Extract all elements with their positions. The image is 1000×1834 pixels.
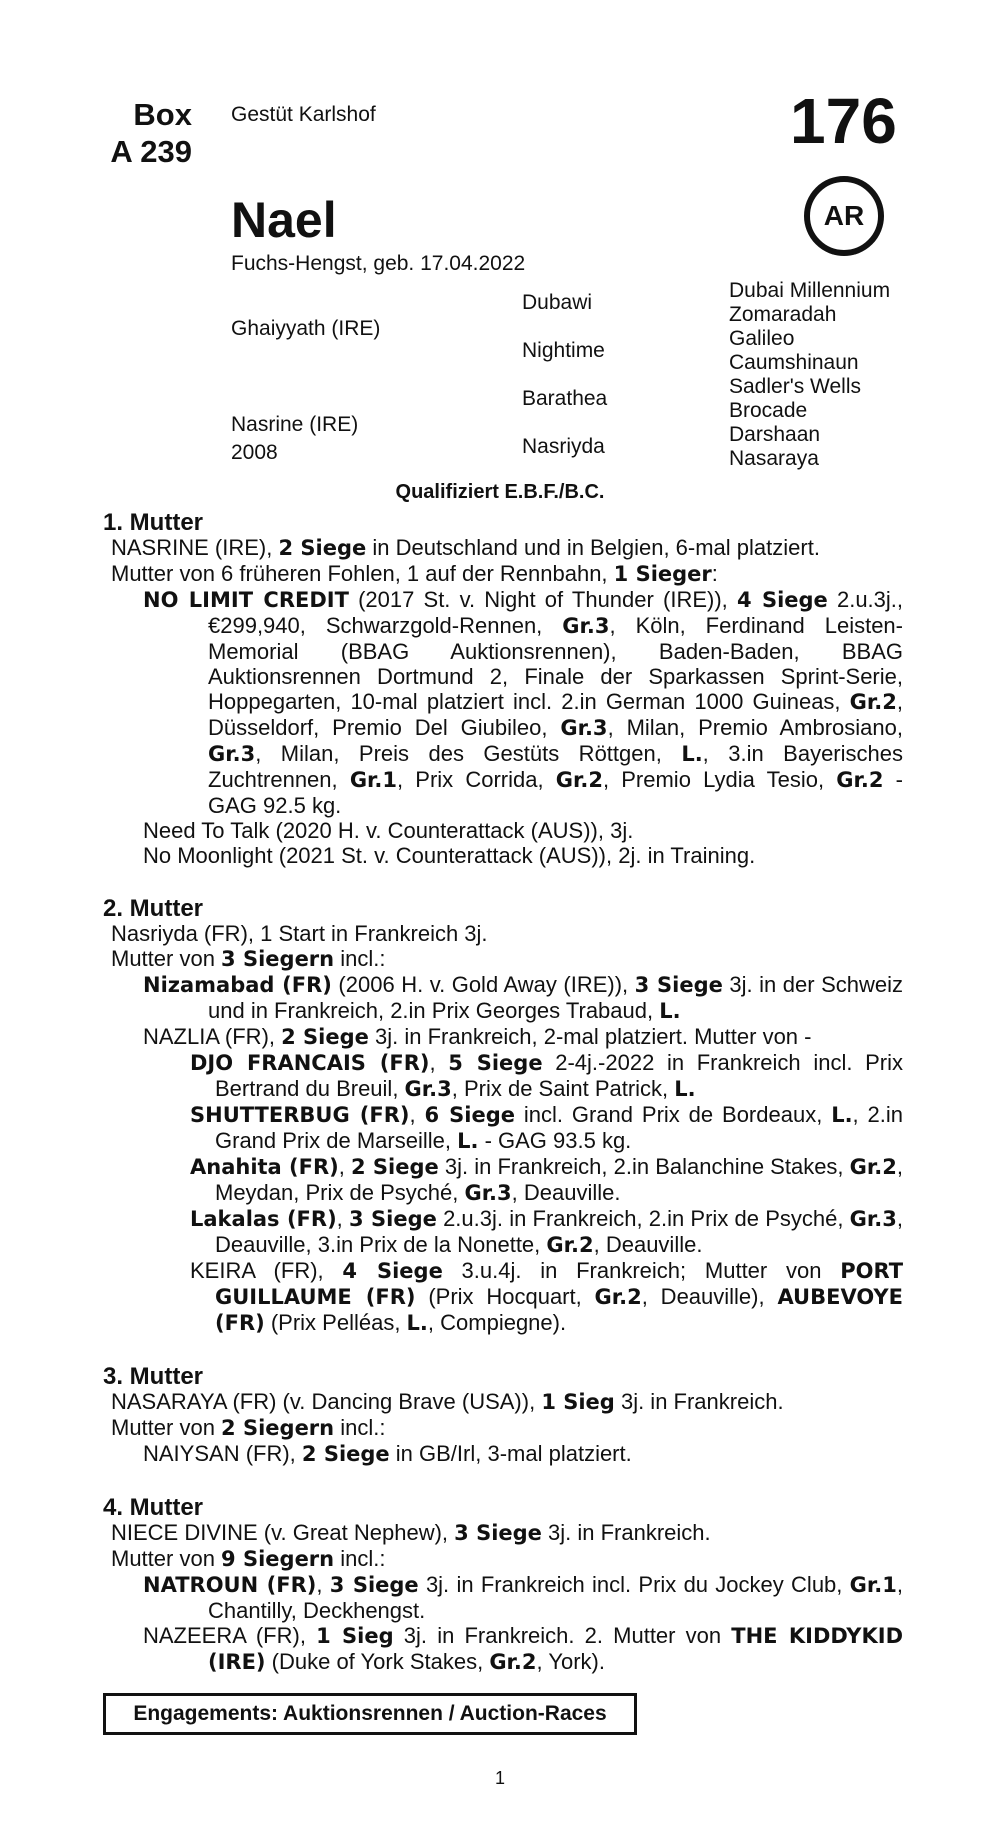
pedigree-ggp: Brocade <box>729 399 808 422</box>
section-title: 3. Mutter <box>103 1363 204 1390</box>
produce-entry: NAZEERA (FR), 1 Sieg 3j. in Frankreich. 2. Mutter von THE KIDDYKID (IRE) (Duke of York Stakes, Gr.2, York). <box>143 1623 904 1674</box>
pedigree-gp: Barathea <box>522 387 608 410</box>
box-word: Box <box>133 97 192 132</box>
pedigree-gp: Dubawi <box>522 291 593 314</box>
dam-produce-line: Mutter von 6 früheren Fohlen, 1 auf der Rennbahn, 1 Sieger: <box>111 561 718 586</box>
pedigree-ggp: Zomaradah <box>729 303 837 326</box>
lot-number: 176 <box>790 85 897 157</box>
horse-description: Fuchs-Hengst, geb. 17.04.2022 <box>231 252 526 275</box>
pedigree-ggp: Darshaan <box>729 423 821 446</box>
pedigree-ggp: Nasaraya <box>729 447 819 470</box>
dam-line: Nasriyda (FR), 1 Start in Frankreich 3j. <box>111 921 488 946</box>
dam-produce-line: Mutter von 3 Siegern incl.: <box>111 946 386 971</box>
grandproduce-entry: KEIRA (FR), 4 Siege 3.u.4j. in Frankreich; Mutter von PORT GUILLAUME (FR) (Prix Hocquart, Gr.2, Deauville), AUBEVOYE (FR) (Prix Pelléas, L., Compiegne). <box>190 1258 904 1335</box>
dam-produce-line: Mutter von 2 Siegern incl.: <box>111 1415 386 1440</box>
dam-produce-line: Mutter von 9 Siegern incl.: <box>111 1546 386 1571</box>
produce-entry: Need To Talk (2020 H. v. Counterattack (AUS)), 3j. <box>143 818 634 843</box>
pedigree-dam: Nasrine (IRE) <box>231 413 359 436</box>
produce-entry: NO LIMIT CREDIT (2017 St. v. Night of Thunder (IRE)), 4 Siege 2.u.3j., €299,940, Schwarzgold-Rennen, Gr.3, Köln, Ferdinand Leisten-Memorial (BBAG Auktionsrennen), Baden-Baden, BBAG Auktionsrennen Dortmund 2, Finale der Sparkassen Sprint-Serie, Hoppegarten, 10-mal platziert incl. 2.in German 1000 Guineas, Gr.2, Düsseldorf, Premio Del Giubileo, Gr.3, Milan, Premio Ambrosiano, Gr.3, Milan, Preis des Gestüts Röttgen, L., 3.in Bayerisches Zuchtrennen, Gr.1, Prix Corrida, Gr.2, Premio Lydia Tesio, Gr.2 - GAG 92.5 kg. <box>143 587 904 818</box>
pedigree-ggp: Caumshinaun <box>729 351 859 374</box>
engagements-box: Engagements: Auktionsrennen / Auction-Races <box>103 1693 637 1735</box>
dam-line: NASRINE (IRE), 2 Siege in Deutschland und in Belgien, 6-mal platziert. <box>111 535 820 560</box>
pedigree-ggp: Sadler's Wells <box>729 375 861 398</box>
qualification: Qualifiziert E.B.F./B.C. <box>395 481 605 503</box>
family-text <box>103 510 903 1675</box>
box-label <box>100 96 192 170</box>
grandproduce-entry: Lakalas (FR), 3 Siege 2.u.3j. in Frankreich, 2.in Prix de Psyché, Gr.3, Deauville, 3.in Prix de la Nonette, Gr.2, Deauville. <box>190 1206 903 1257</box>
produce-entry: NAZLIA (FR), 2 Siege 3j. in Frankreich, 2-mal platziert. Mutter von - <box>143 1024 812 1049</box>
pedigree-ggp: Dubai Millennium <box>729 279 891 302</box>
produce-entry: Nizamabad (FR) (2006 H. v. Gold Away (IRE)), 3 Siege 3j. in der Schweiz und in Frankreich, 2.in Prix Georges Trabaud, L. <box>143 972 903 1023</box>
produce-entry: NATROUN (FR), 3 Siege 3j. in Frankreich incl. Prix du Jockey Club, Gr.1, Chantilly, Deckhengst. <box>143 1572 903 1623</box>
produce-entry: No Moonlight (2021 St. v. Counterattack (AUS)), 2j. in Training. <box>143 843 756 868</box>
pedigree-ggp: Galileo <box>729 327 795 350</box>
page-number: 1 <box>494 1768 505 1788</box>
box-number: A 239 <box>110 134 192 169</box>
grandproduce-entry: Anahita (FR), 2 Siege 3j. in Frankreich, 2.in Balanchine Stakes, Gr.2, Meydan, Prix de Psyché, Gr.3, Deauville. <box>190 1154 903 1205</box>
section-title: 1. Mutter <box>103 509 204 536</box>
grandproduce-entry: SHUTTERBUG (FR), 6 Siege incl. Grand Prix de Bordeaux, L., 2.in Grand Prix de Marseille, L. - GAG 93.5 kg. <box>190 1102 904 1153</box>
section-title: 4. Mutter <box>103 1494 204 1521</box>
horse-name: Nael <box>231 192 337 248</box>
breeder: Gestüt Karlshof <box>231 103 376 126</box>
dam-line: NIECE DIVINE (v. Great Nephew), 3 Siege 3j. in Frankreich. <box>111 1520 711 1545</box>
section-title: 2. Mutter <box>103 895 204 922</box>
pedigree-sire: Ghaiyyath (IRE) <box>231 317 381 340</box>
dam-line: NASARAYA (FR) (v. Dancing Brave (USA)), 1 Sieg 3j. in Frankreich. <box>111 1389 784 1414</box>
grandproduce-entry: DJO FRANCAIS (FR), 5 Siege 2-4j.-2022 in Frankreich incl. Prix Bertrand du Breuil, Gr.3, Prix de Saint Patrick, L. <box>190 1050 903 1101</box>
ar-badge: AR <box>804 176 884 256</box>
pedigree-gp: Nightime <box>522 339 605 362</box>
produce-entry: NAIYSAN (FR), 2 Siege in GB/Irl, 3-mal platziert. <box>143 1441 632 1466</box>
pedigree-ggp-list <box>729 279 890 471</box>
pedigree-gp: Nasriyda <box>522 435 605 458</box>
pedigree-dam-year: 2008 <box>231 441 278 464</box>
